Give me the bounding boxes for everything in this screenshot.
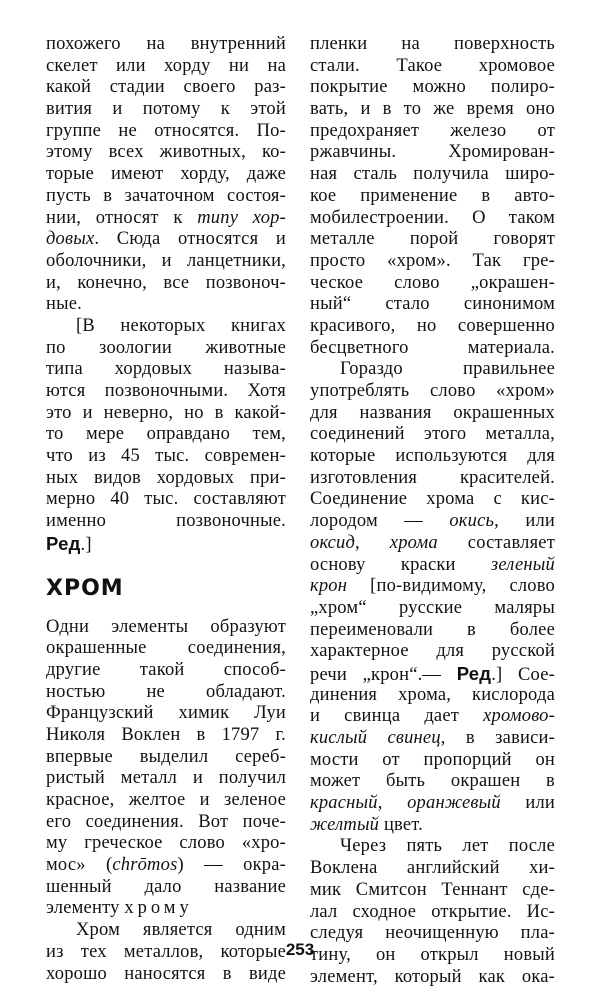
text-run: составляет	[437, 532, 555, 553]
text-run: и свинца дает	[310, 706, 484, 727]
text-line	[310, 576, 555, 598]
editor-note-line: ются позвоночными. Хотя	[46, 381, 286, 401]
text-line: окрашенные соединения,	[46, 638, 286, 659]
editor-note-line: по зоологии животные	[46, 337, 286, 358]
editor-note-line: [В некоторых книгах	[76, 315, 286, 336]
editor-note-line: ных видов хордовых при-	[46, 467, 286, 488]
text-run: лородом —	[310, 511, 450, 532]
text-line: ристый металл и получил	[46, 768, 286, 789]
text-line	[310, 533, 555, 555]
text-line: которые используются для	[310, 446, 555, 467]
text-line	[310, 663, 555, 685]
text-run: цвет.	[379, 814, 424, 835]
text-line: оболочники, и ланцетники,	[46, 250, 286, 271]
text-line: торые имеют хорду, даже	[46, 164, 286, 185]
text-line: Гораздо правильнее	[340, 359, 555, 380]
text-line: следуя неочищенную пла-	[310, 923, 555, 944]
editor-abbrev: Ред	[46, 532, 81, 554]
text-line: скелет или хорду ни на	[46, 55, 286, 76]
text-run: ) — окра-	[177, 855, 286, 876]
text-run: . Сюда относятся и	[94, 229, 286, 250]
text-line: какой стадии своего раз-	[46, 77, 286, 98]
text-line: металле порой говорят	[310, 229, 555, 250]
text-line: Французский химик Луи	[46, 703, 286, 724]
text-line: другие такой способ-	[46, 659, 286, 680]
italic-term: chrōmos	[112, 855, 178, 876]
text-line: его соединения. Вот поче-	[46, 811, 286, 832]
editor-note-line: что из 45 тыс. современ-	[46, 446, 286, 467]
text-line: элемент, который как ока-	[310, 966, 555, 987]
text-line: кое применение в авто-	[310, 185, 555, 206]
text-line: му греческое слово «хро-	[46, 833, 286, 854]
text-line: может быть окрашен в	[310, 771, 555, 792]
spaced-term: хрому	[124, 898, 193, 919]
text-line: Хром является одним	[76, 920, 286, 941]
text-line: похожего на внутренний	[46, 34, 286, 54]
text-line: употреблять слово «хром»	[310, 381, 555, 401]
text-line: ная сталь получила широ-	[310, 164, 555, 185]
text-line: Воклена английский хи-	[310, 858, 555, 879]
left-column	[46, 34, 286, 985]
text-line	[310, 815, 555, 837]
text-line	[310, 728, 555, 750]
text-line: ные.	[46, 294, 82, 315]
text-line: для названия окрашенных	[310, 402, 555, 423]
text-line	[310, 706, 555, 728]
text-line: соединений этого металла,	[310, 424, 555, 445]
editor-note-line: именно позвоночные.	[46, 511, 286, 532]
text-run: [по-видимому, слово	[347, 576, 555, 597]
text-run: основу краски	[310, 554, 491, 575]
text-run: , или	[494, 511, 555, 532]
italic-term: типу хор-	[197, 207, 286, 228]
text-line: Николя Воклен в 1797 г.	[46, 724, 286, 745]
text-line: вития и потому к этой	[46, 99, 286, 120]
text-line: Одни элементы образуют	[46, 616, 286, 637]
text-run: .]	[80, 534, 92, 555]
text-line: стали. Такое хромовое	[310, 55, 555, 76]
text-line	[310, 555, 555, 577]
italic-term: довых	[46, 229, 95, 250]
text-line: изготовления красителей.	[310, 467, 555, 488]
text-line: шенный дало название	[46, 876, 286, 897]
text-line: мик Смитсон Теннант сде-	[310, 879, 555, 900]
text-line: ный“ стало синонимом	[310, 294, 555, 315]
italic-term: кислый свинец	[310, 728, 441, 748]
text-line	[310, 511, 555, 533]
editor-note-line: мерно 40 тыс. составляют	[46, 489, 286, 510]
text-line: красивого, но совершенно	[310, 315, 555, 336]
italic-term: желтый	[310, 814, 380, 835]
text-run: элементу	[46, 898, 125, 919]
text-line: ностью не обладают.	[46, 681, 286, 702]
text-line: характерное для русской	[310, 641, 555, 662]
italic-term: зеленый	[490, 554, 555, 575]
text-line: предохраняет железо от	[310, 120, 555, 141]
text-line	[46, 208, 286, 230]
text-line: тину, он открыл новый	[310, 944, 555, 965]
italic-term: оксид, хрома	[310, 532, 438, 553]
text-line	[310, 793, 555, 815]
editor-note-line: типа хордовых называ-	[46, 359, 286, 380]
text-line: вать, и в то же время оно	[310, 99, 555, 120]
text-line	[46, 229, 286, 251]
text-line: пленки на поверхность	[310, 34, 555, 54]
text-line: переименовали в более	[310, 619, 555, 640]
italic-term: окись	[449, 511, 495, 532]
text-run: .] Сое-	[491, 664, 555, 685]
text-line: „хром“ русские маляры	[310, 597, 555, 618]
text-run: или	[500, 793, 555, 814]
text-run: , в зависи-	[440, 728, 555, 748]
text-line: впервые выделил сереб-	[46, 746, 286, 767]
editor-note-line: это и неверно, но в какой-	[46, 402, 286, 423]
text-line	[46, 898, 286, 920]
text-line: динения хрома, кислорода	[310, 684, 555, 705]
italic-term: хромово-	[483, 706, 555, 727]
text-line: мости от пропорций он	[310, 749, 555, 770]
text-line	[46, 855, 286, 877]
text-line: пусть в зачаточном состоя-	[46, 185, 286, 206]
text-line: Через пять лет после	[340, 836, 555, 857]
right-column	[310, 34, 555, 988]
text-run: ,	[377, 793, 408, 814]
editor-abbrev: Ред	[456, 662, 492, 684]
text-line: из тех металлов, которые	[46, 941, 286, 962]
editor-note-line	[46, 533, 286, 555]
text-line: хорошо наносятся в виде	[46, 963, 286, 984]
text-run: мос» (	[46, 855, 113, 876]
text-line: ржавчины. Хромирован-	[310, 142, 555, 163]
italic-term: красный	[310, 793, 378, 814]
text-line: и, конечно, все позвоноч-	[46, 272, 286, 293]
text-line: Соединение хрома с кис-	[310, 489, 555, 510]
text-line: ческое слово „окрашен-	[310, 272, 555, 293]
text-line: этому всех животных, ко-	[46, 142, 286, 163]
text-run: речи „крон“.—	[310, 664, 457, 685]
editor-note-line: то мере оправдано тем,	[46, 424, 286, 445]
text-line: просто «хром». Так гре-	[310, 250, 555, 271]
text-line: покрытие можно полиро-	[310, 77, 555, 98]
italic-term: крон	[310, 576, 348, 597]
page-number: 253	[285, 940, 315, 959]
text-run: нии, относят к	[46, 207, 198, 228]
text-line: красное, желтое и зеленое	[46, 790, 286, 810]
text-line: бесцветного материала.	[310, 337, 555, 358]
text-line: лал сходное открытие. Ис-	[310, 901, 555, 922]
section-heading: ХРОМ	[46, 575, 124, 601]
italic-term: оранжевый	[407, 793, 501, 814]
text-line: мобилестроении. О таком	[310, 207, 555, 228]
text-line: группе не относятся. По-	[46, 120, 286, 141]
